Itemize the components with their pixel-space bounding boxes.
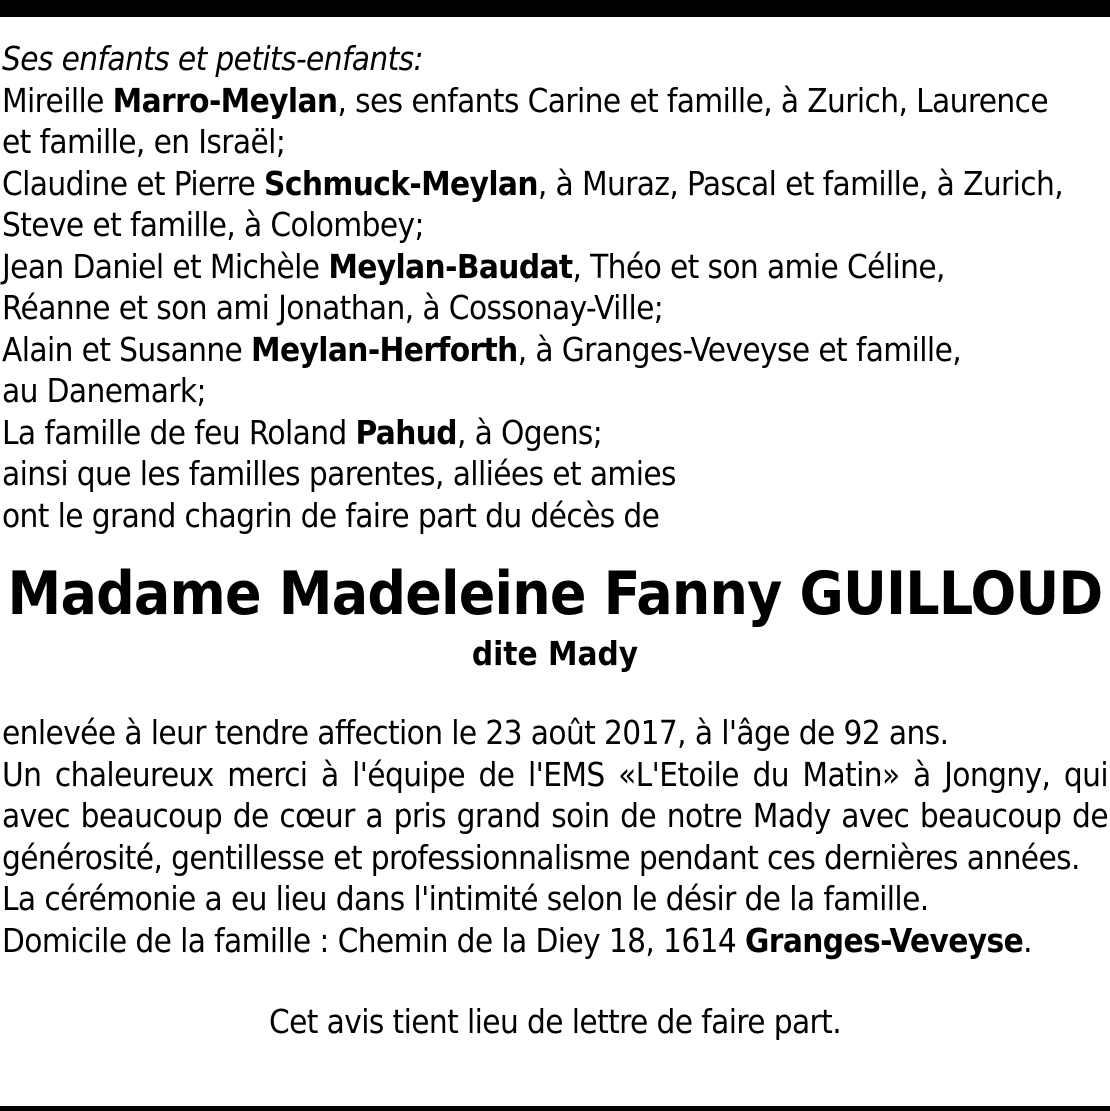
family-line (2, 453, 1108, 495)
family-line-text: , Théo et son amie Céline, (572, 246, 945, 286)
family-surname: Pahud (355, 412, 457, 452)
family-line-text: Alain et Susanne (2, 329, 252, 369)
family-line (2, 412, 1108, 454)
obituary-notice (2, 38, 1108, 1043)
family-line-text: Mireille (2, 80, 113, 120)
family-line-text: , à Ogens; (456, 412, 603, 452)
family-line-text: , ses enfants Carine et famille, à Zurich, Laurence (337, 80, 1049, 120)
domicile-place: Granges-Veveyse (745, 920, 1024, 960)
deceased-name: Madame Madeleine Fanny GUILLOUD (7, 559, 1103, 629)
family-line (2, 495, 1108, 537)
family-line (2, 204, 1108, 246)
family-surname: Meylan-Baudat (328, 246, 573, 286)
family-line-text: Réanne et son ami Jonathan, à Cossonay-Ville; (2, 288, 664, 327)
family-surname: Marro-Meylan (112, 80, 338, 120)
family-line (2, 370, 1108, 412)
family-line-text: Jean Daniel et Michèle (2, 246, 329, 286)
family-line (2, 246, 1108, 288)
thanks-paragraph: Un chaleureux merci à l'équipe de l'EMS «L'Etoile du Matin» à Jongny, qui avec beaucoup de cœur a pris grand soin de notre Mady avec beaucoup de générosité, gentillesse et professionnalisme pendant ces dernières années. (2, 754, 1108, 877)
closing-line: Cet avis tient lieu de lettre de faire part. (268, 1002, 842, 1041)
family-line-text: Steve et famille, à Colombey; (2, 205, 424, 244)
family-line (2, 121, 1108, 163)
family-line-text: et famille, en Israël; (2, 122, 286, 161)
bottom-border-rule (0, 1106, 1110, 1111)
notice-body (2, 712, 1108, 961)
family-line-text: Claudine et Pierre (2, 163, 265, 203)
family-list (2, 80, 1108, 537)
family-line (2, 80, 1108, 122)
family-line (2, 163, 1108, 205)
top-border-rule (0, 0, 1110, 17)
family-line (2, 287, 1108, 329)
family-line-text: ont le grand chagrin de faire part du décès de (2, 495, 660, 535)
deceased-nickname: dite Mady (471, 634, 639, 673)
family-line-text: , à Muraz, Pascal et famille, à Zurich, (537, 163, 1064, 203)
domicile-line (2, 920, 1108, 962)
family-line-text: ainsi que les familles parentes, alliées et amies (2, 454, 676, 493)
family-surname: Schmuck-Meylan (264, 163, 538, 203)
domicile-text: . (1023, 920, 1032, 960)
passing-line: enlevée à leur tendre affection le 23 août 2017, à l'âge de 92 ans. (2, 713, 949, 752)
family-line-text: au Danemark; (2, 371, 206, 410)
ceremony-line: La cérémonie a eu lieu dans l'intimité selon le désir de la famille. (2, 879, 929, 918)
intro-line: Ses enfants et petits-enfants: (2, 39, 423, 78)
family-surname: Meylan-Herforth (251, 329, 518, 369)
family-line (2, 329, 1108, 371)
family-line-text: La famille de feu Roland (2, 412, 356, 452)
domicile-text: Domicile de la famille : Chemin de la Diey 18, 1614 (2, 920, 746, 960)
family-line-text: , à Granges-Veveyse et famille, (517, 329, 962, 369)
